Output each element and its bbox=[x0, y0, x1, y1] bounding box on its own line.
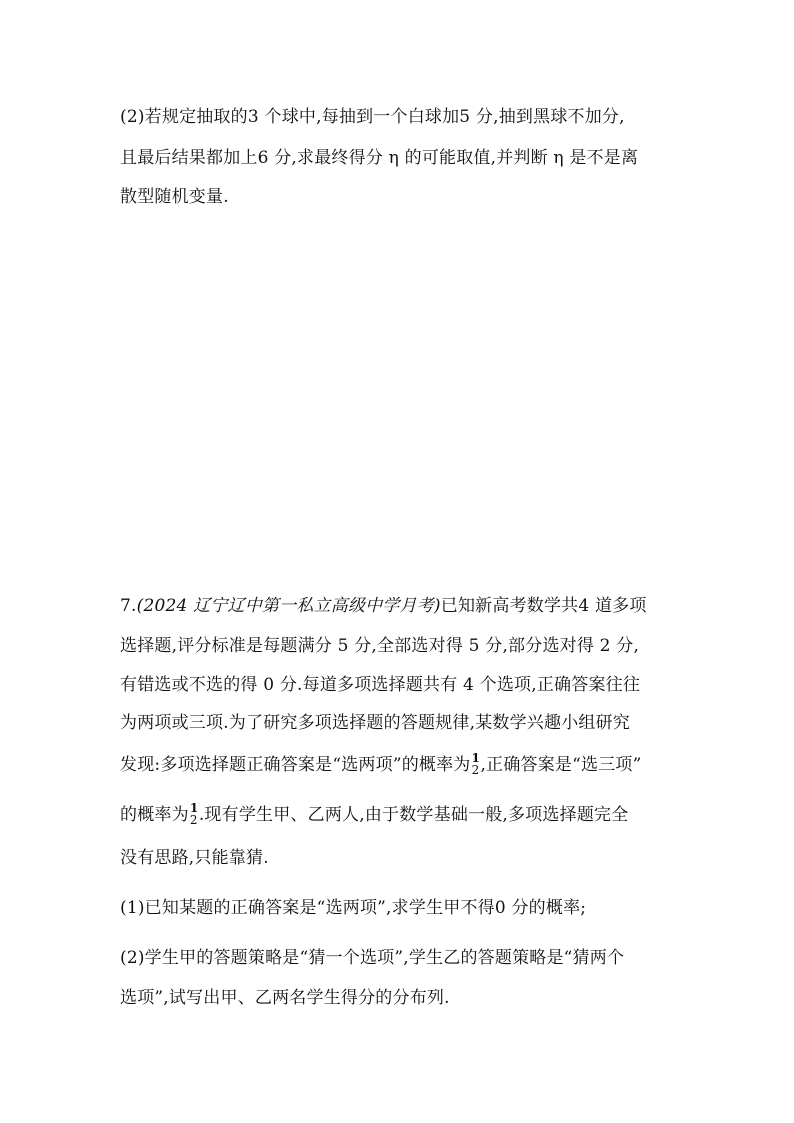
fraction-denominator: 2 bbox=[189, 813, 198, 827]
question-7-line-5 bbox=[120, 752, 642, 776]
question-7-line-1 bbox=[120, 596, 647, 616]
fraction-numerator: 1 bbox=[471, 751, 481, 765]
text-line: 有错选或不选的得 0 分.每道多项选择题共有 4 个选项,正确答案往往 bbox=[120, 675, 641, 695]
fraction-one-half bbox=[190, 802, 198, 826]
text-span: ,正确答案是“选三项” bbox=[480, 754, 642, 775]
question-7-part-1: (1)已知某题的正确答案是“选两项”,求学生甲不得0 分的概率; bbox=[120, 898, 587, 918]
fraction-denominator: 2 bbox=[471, 763, 480, 777]
question-source: (2024 辽宁辽中第一私立高级中学月考) bbox=[136, 596, 441, 616]
question-7-line-6 bbox=[120, 802, 628, 826]
text-line: 没有思路,只能靠猜. bbox=[120, 848, 269, 868]
text-span: 发现:多项选择题正确答案是“选两项”的概率为 bbox=[120, 754, 471, 775]
text-line: 选择题,评分标准是每题满分 5 分,全部选对得 5 分,部分选对得 2 分, bbox=[120, 636, 640, 656]
question-7-part-2-line-1: (2)学生甲的答题策略是“猜一个选项”,学生乙的答题策略是“猜两个 bbox=[120, 948, 625, 968]
text-span: .现有学生甲、乙两人,由于数学基础一般,多项选择题完全 bbox=[198, 804, 629, 825]
question-number: 7. bbox=[120, 596, 137, 616]
fraction-one-half bbox=[472, 752, 480, 776]
text-span: 的概率为 bbox=[120, 804, 189, 825]
text-line: (2)若规定抽取的3 个球中,每抽到一个白球加5 分,抽到黑球不加分, bbox=[120, 107, 625, 127]
fraction-numerator: 1 bbox=[189, 801, 199, 815]
text-line: 散型随机变量. bbox=[120, 187, 229, 207]
question-7-part-2-line-2: 选项”,试写出甲、乙两名学生得分的分布列. bbox=[120, 988, 450, 1008]
text-line: 且最后结果都加上6 分,求最终得分 η 的可能取值,并判断 η 是不是离 bbox=[120, 148, 639, 168]
text-line: 为两项或三项.为了研究多项选择题的答题规律,某数学兴趣小组研究 bbox=[120, 713, 631, 733]
text-span: 已知新高考数学共4 道多项 bbox=[440, 596, 647, 616]
